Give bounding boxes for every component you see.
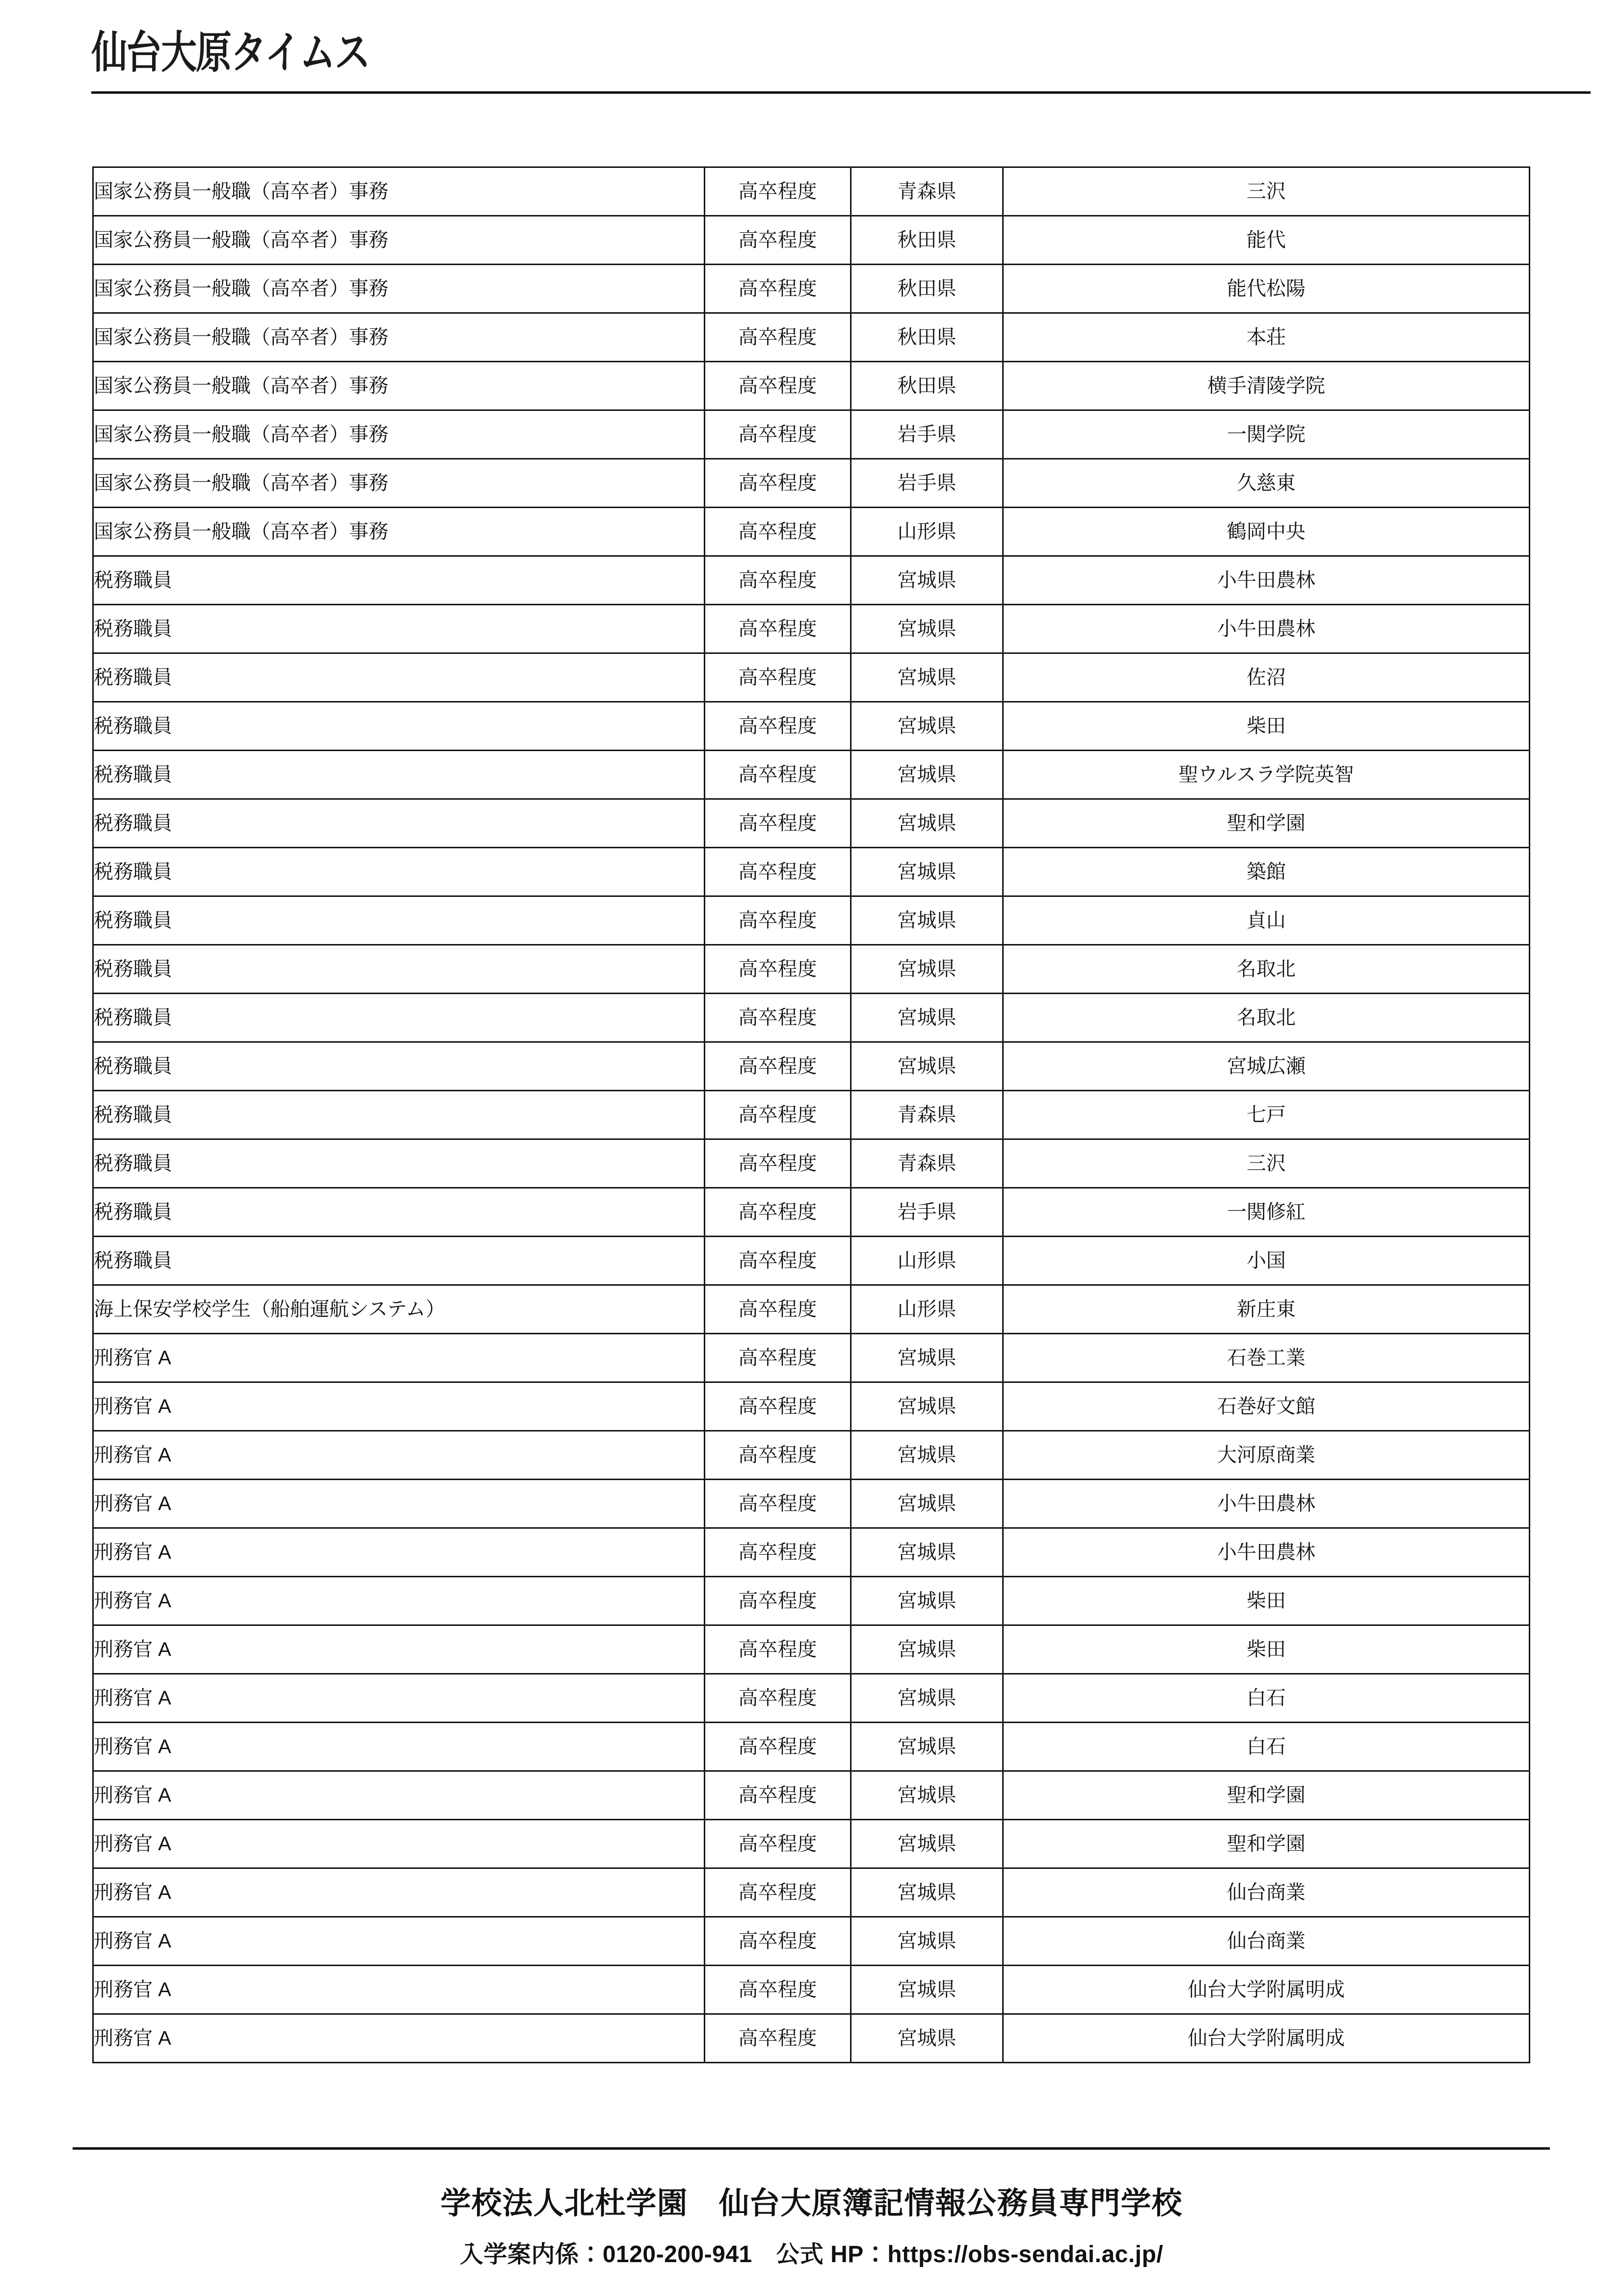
cell-school-name: 小牛田農林: [1003, 605, 1530, 653]
cell-school-name: 小国: [1003, 1237, 1530, 1285]
cell-school-name: 新庄東: [1003, 1285, 1530, 1334]
cell-exam-name: 税務職員: [93, 945, 705, 994]
cell-prefecture: 宮城県: [851, 1674, 1003, 1723]
cell-school-name: 白石: [1003, 1674, 1530, 1723]
cell-exam-name: 刑務官 A: [93, 1966, 705, 2014]
table-row: [93, 945, 1530, 994]
cell-prefecture: 岩手県: [851, 410, 1003, 459]
cell-prefecture: 山形県: [851, 508, 1003, 556]
page-masthead: [0, 0, 1623, 104]
cell-exam-name: 税務職員: [93, 1091, 705, 1139]
cell-exam-name: 税務職員: [93, 1042, 705, 1091]
school-contact-line: 入学案内係：0120-200-941 公式 HP：https://obs-sendai.ac.jp/: [459, 2242, 1164, 2268]
cell-exam-level: 高卒程度: [705, 216, 851, 265]
cell-exam-name: 刑務官 A: [93, 1577, 705, 1625]
cell-prefecture: 宮城県: [851, 605, 1003, 653]
cell-school-name: 宮城広瀬: [1003, 1042, 1530, 1091]
table-row: [93, 410, 1530, 459]
cell-exam-level: 高卒程度: [705, 1285, 851, 1334]
cell-prefecture: 宮城県: [851, 1431, 1003, 1480]
table-row: [93, 265, 1530, 313]
table-row: [93, 1139, 1530, 1188]
cell-exam-name: 税務職員: [93, 1237, 705, 1285]
table-row: [93, 848, 1530, 896]
cell-exam-level: 高卒程度: [705, 313, 851, 362]
cell-exam-name: 税務職員: [93, 751, 705, 799]
cell-prefecture: 宮城県: [851, 1528, 1003, 1577]
cell-prefecture: 青森県: [851, 1091, 1003, 1139]
cell-exam-name: 税務職員: [93, 556, 705, 605]
table-row: [93, 994, 1530, 1042]
table-row: [93, 1334, 1530, 1382]
cell-exam-name: 国家公務員一般職（高卒者）事務: [93, 216, 705, 265]
cell-exam-name: 税務職員: [93, 994, 705, 1042]
records-table-container: [92, 166, 1529, 2063]
masthead-divider: [91, 91, 1591, 94]
cell-school-name: 貞山: [1003, 896, 1530, 945]
cell-exam-level: 高卒程度: [705, 1723, 851, 1771]
table-row: [93, 653, 1530, 702]
cell-prefecture: 秋田県: [851, 216, 1003, 265]
cell-school-name: 聖和学園: [1003, 799, 1530, 848]
cell-school-name: 柴田: [1003, 702, 1530, 751]
cell-exam-level: 高卒程度: [705, 508, 851, 556]
cell-exam-level: 高卒程度: [705, 702, 851, 751]
cell-exam-name: 税務職員: [93, 896, 705, 945]
cell-exam-level: 高卒程度: [705, 362, 851, 410]
cell-prefecture: 宮城県: [851, 1917, 1003, 1966]
table-row: [93, 1382, 1530, 1431]
cell-exam-name: 国家公務員一般職（高卒者）事務: [93, 410, 705, 459]
cell-school-name: 能代: [1003, 216, 1530, 265]
cell-prefecture: 宮城県: [851, 1042, 1003, 1091]
cell-school-name: 久慈東: [1003, 459, 1530, 508]
cell-exam-level: 高卒程度: [705, 556, 851, 605]
cell-school-name: 大河原商業: [1003, 1431, 1530, 1480]
cell-prefecture: 宮城県: [851, 702, 1003, 751]
cell-exam-level: 高卒程度: [705, 1674, 851, 1723]
cell-school-name: 三沢: [1003, 1139, 1530, 1188]
cell-exam-level: 高卒程度: [705, 1917, 851, 1966]
cell-exam-level: 高卒程度: [705, 1334, 851, 1382]
cell-prefecture: 青森県: [851, 167, 1003, 216]
cell-exam-name: 刑務官 A: [93, 1528, 705, 1577]
table-row: [93, 1188, 1530, 1237]
cell-exam-level: 高卒程度: [705, 1625, 851, 1674]
table-row: [93, 1237, 1530, 1285]
table-row: [93, 508, 1530, 556]
cell-school-name: 柴田: [1003, 1577, 1530, 1625]
table-row: [93, 167, 1530, 216]
cell-exam-level: 高卒程度: [705, 751, 851, 799]
cell-exam-name: 税務職員: [93, 653, 705, 702]
cell-exam-level: 高卒程度: [705, 1966, 851, 2014]
cell-exam-name: 刑務官 A: [93, 1723, 705, 1771]
table-row: [93, 1480, 1530, 1528]
cell-exam-level: 高卒程度: [705, 1868, 851, 1917]
cell-school-name: 仙台大学附属明成: [1003, 2014, 1530, 2063]
footer-divider: [73, 2147, 1550, 2150]
cell-prefecture: 秋田県: [851, 265, 1003, 313]
cell-prefecture: 宮城県: [851, 799, 1003, 848]
cell-prefecture: 宮城県: [851, 945, 1003, 994]
cell-prefecture: 山形県: [851, 1285, 1003, 1334]
cell-exam-level: 高卒程度: [705, 1188, 851, 1237]
table-row: [93, 799, 1530, 848]
table-row: [93, 1577, 1530, 1625]
cell-prefecture: 秋田県: [851, 313, 1003, 362]
cell-prefecture: 宮城県: [851, 1966, 1003, 2014]
cell-prefecture: 宮城県: [851, 1820, 1003, 1868]
cell-school-name: 白石: [1003, 1723, 1530, 1771]
cell-prefecture: 宮城県: [851, 751, 1003, 799]
cell-exam-name: 刑務官 A: [93, 1480, 705, 1528]
cell-prefecture: 宮城県: [851, 994, 1003, 1042]
cell-school-name: 名取北: [1003, 945, 1530, 994]
table-row: [93, 1820, 1530, 1868]
cell-school-name: 名取北: [1003, 994, 1530, 1042]
table-row: [93, 1917, 1530, 1966]
cell-exam-name: 刑務官 A: [93, 1382, 705, 1431]
cell-exam-name: 税務職員: [93, 702, 705, 751]
cell-school-name: 築館: [1003, 848, 1530, 896]
cell-school-name: 本荘: [1003, 313, 1530, 362]
cell-exam-level: 高卒程度: [705, 799, 851, 848]
cell-exam-level: 高卒程度: [705, 167, 851, 216]
table-row: [93, 1966, 1530, 2014]
cell-exam-name: 税務職員: [93, 1188, 705, 1237]
cell-exam-name: 刑務官 A: [93, 1674, 705, 1723]
table-row: [93, 1868, 1530, 1917]
cell-prefecture: 宮城県: [851, 848, 1003, 896]
table-row: [93, 605, 1530, 653]
cell-exam-level: 高卒程度: [705, 945, 851, 994]
cell-exam-name: 刑務官 A: [93, 1771, 705, 1820]
records-table-body: [93, 167, 1530, 2063]
cell-exam-level: 高卒程度: [705, 1480, 851, 1528]
cell-school-name: 佐沼: [1003, 653, 1530, 702]
cell-exam-name: 刑務官 A: [93, 1625, 705, 1674]
cell-school-name: 小牛田農林: [1003, 1480, 1530, 1528]
cell-exam-level: 高卒程度: [705, 1431, 851, 1480]
cell-school-name: 能代松陽: [1003, 265, 1530, 313]
cell-prefecture: 岩手県: [851, 1188, 1003, 1237]
table-row: [93, 2014, 1530, 2063]
cell-school-name: 聖和学園: [1003, 1771, 1530, 1820]
publication-logo: 仙台大原タイムス: [91, 26, 370, 78]
cell-exam-level: 高卒程度: [705, 1771, 851, 1820]
cell-exam-name: 税務職員: [93, 1139, 705, 1188]
table-row: [93, 1528, 1530, 1577]
cell-prefecture: 宮城県: [851, 2014, 1003, 2063]
cell-prefecture: 宮城県: [851, 896, 1003, 945]
cell-exam-name: 刑務官 A: [93, 1917, 705, 1966]
cell-exam-level: 高卒程度: [705, 605, 851, 653]
cell-exam-name: 刑務官 A: [93, 1431, 705, 1480]
table-row: [93, 896, 1530, 945]
cell-exam-level: 高卒程度: [705, 1577, 851, 1625]
cell-exam-level: 高卒程度: [705, 1528, 851, 1577]
cell-exam-name: 刑務官 A: [93, 2014, 705, 2063]
table-row: [93, 702, 1530, 751]
cell-school-name: 仙台大学附属明成: [1003, 1966, 1530, 2014]
cell-exam-name: 海上保安学校学生（船舶運航システム）: [93, 1285, 705, 1334]
table-row: [93, 1091, 1530, 1139]
table-row: [93, 1431, 1530, 1480]
cell-school-name: 仙台商業: [1003, 1917, 1530, 1966]
cell-exam-name: 税務職員: [93, 848, 705, 896]
cell-prefecture: 宮城県: [851, 1771, 1003, 1820]
cell-exam-level: 高卒程度: [705, 994, 851, 1042]
cell-school-name: 横手清陵学院: [1003, 362, 1530, 410]
table-row: [93, 216, 1530, 265]
cell-exam-name: 国家公務員一般職（高卒者）事務: [93, 508, 705, 556]
cell-school-name: 石巻工業: [1003, 1334, 1530, 1382]
table-row: [93, 313, 1530, 362]
cell-prefecture: 宮城県: [851, 1868, 1003, 1917]
table-row: [93, 1723, 1530, 1771]
cell-prefecture: 宮城県: [851, 1480, 1003, 1528]
table-row: [93, 1625, 1530, 1674]
cell-prefecture: 宮城県: [851, 1382, 1003, 1431]
cell-exam-name: 国家公務員一般職（高卒者）事務: [93, 167, 705, 216]
cell-exam-level: 高卒程度: [705, 1237, 851, 1285]
cell-exam-level: 高卒程度: [705, 1820, 851, 1868]
table-row: [93, 1674, 1530, 1723]
cell-exam-level: 高卒程度: [705, 1091, 851, 1139]
cell-exam-level: 高卒程度: [705, 1042, 851, 1091]
table-row: [93, 459, 1530, 508]
cell-school-name: 柴田: [1003, 1625, 1530, 1674]
cell-exam-name: 国家公務員一般職（高卒者）事務: [93, 362, 705, 410]
cell-prefecture: 宮城県: [851, 653, 1003, 702]
cell-exam-level: 高卒程度: [705, 1139, 851, 1188]
cell-prefecture: 宮城県: [851, 1625, 1003, 1674]
cell-exam-name: 国家公務員一般職（高卒者）事務: [93, 265, 705, 313]
cell-school-name: 石巻好文館: [1003, 1382, 1530, 1431]
cell-prefecture: 宮城県: [851, 1723, 1003, 1771]
cell-school-name: 一関修紅: [1003, 1188, 1530, 1237]
cell-exam-level: 高卒程度: [705, 848, 851, 896]
cell-exam-name: 税務職員: [93, 799, 705, 848]
cell-exam-name: 税務職員: [93, 605, 705, 653]
cell-prefecture: 青森県: [851, 1139, 1003, 1188]
cell-school-name: 一関学院: [1003, 410, 1530, 459]
table-row: [93, 751, 1530, 799]
cell-exam-level: 高卒程度: [705, 2014, 851, 2063]
cell-prefecture: 秋田県: [851, 362, 1003, 410]
cell-exam-name: 刑務官 A: [93, 1334, 705, 1382]
exam-results-table: [92, 166, 1530, 2063]
cell-exam-name: 刑務官 A: [93, 1868, 705, 1917]
cell-exam-name: 国家公務員一般職（高卒者）事務: [93, 313, 705, 362]
cell-exam-name: 刑務官 A: [93, 1820, 705, 1868]
cell-school-name: 七戸: [1003, 1091, 1530, 1139]
table-row: [93, 1771, 1530, 1820]
cell-school-name: 鶴岡中央: [1003, 508, 1530, 556]
cell-exam-level: 高卒程度: [705, 1382, 851, 1431]
cell-prefecture: 山形県: [851, 1237, 1003, 1285]
cell-exam-level: 高卒程度: [705, 896, 851, 945]
school-name: 学校法人北杜学園 仙台大原簿記情報公務員専門学校: [440, 2187, 1183, 2220]
cell-prefecture: 岩手県: [851, 459, 1003, 508]
cell-prefecture: 宮城県: [851, 556, 1003, 605]
table-row: [93, 362, 1530, 410]
cell-school-name: 聖和学園: [1003, 1820, 1530, 1868]
table-row: [93, 1042, 1530, 1091]
cell-prefecture: 宮城県: [851, 1334, 1003, 1382]
cell-prefecture: 宮城県: [851, 1577, 1003, 1625]
table-row: [93, 1285, 1530, 1334]
cell-exam-level: 高卒程度: [705, 410, 851, 459]
cell-school-name: 小牛田農林: [1003, 1528, 1530, 1577]
cell-exam-level: 高卒程度: [705, 265, 851, 313]
cell-school-name: 三沢: [1003, 167, 1530, 216]
cell-exam-level: 高卒程度: [705, 459, 851, 508]
cell-school-name: 仙台商業: [1003, 1868, 1530, 1917]
table-row: [93, 556, 1530, 605]
cell-exam-level: 高卒程度: [705, 653, 851, 702]
cell-school-name: 小牛田農林: [1003, 556, 1530, 605]
cell-school-name: 聖ウルスラ学院英智: [1003, 751, 1530, 799]
cell-exam-name: 国家公務員一般職（高卒者）事務: [93, 459, 705, 508]
